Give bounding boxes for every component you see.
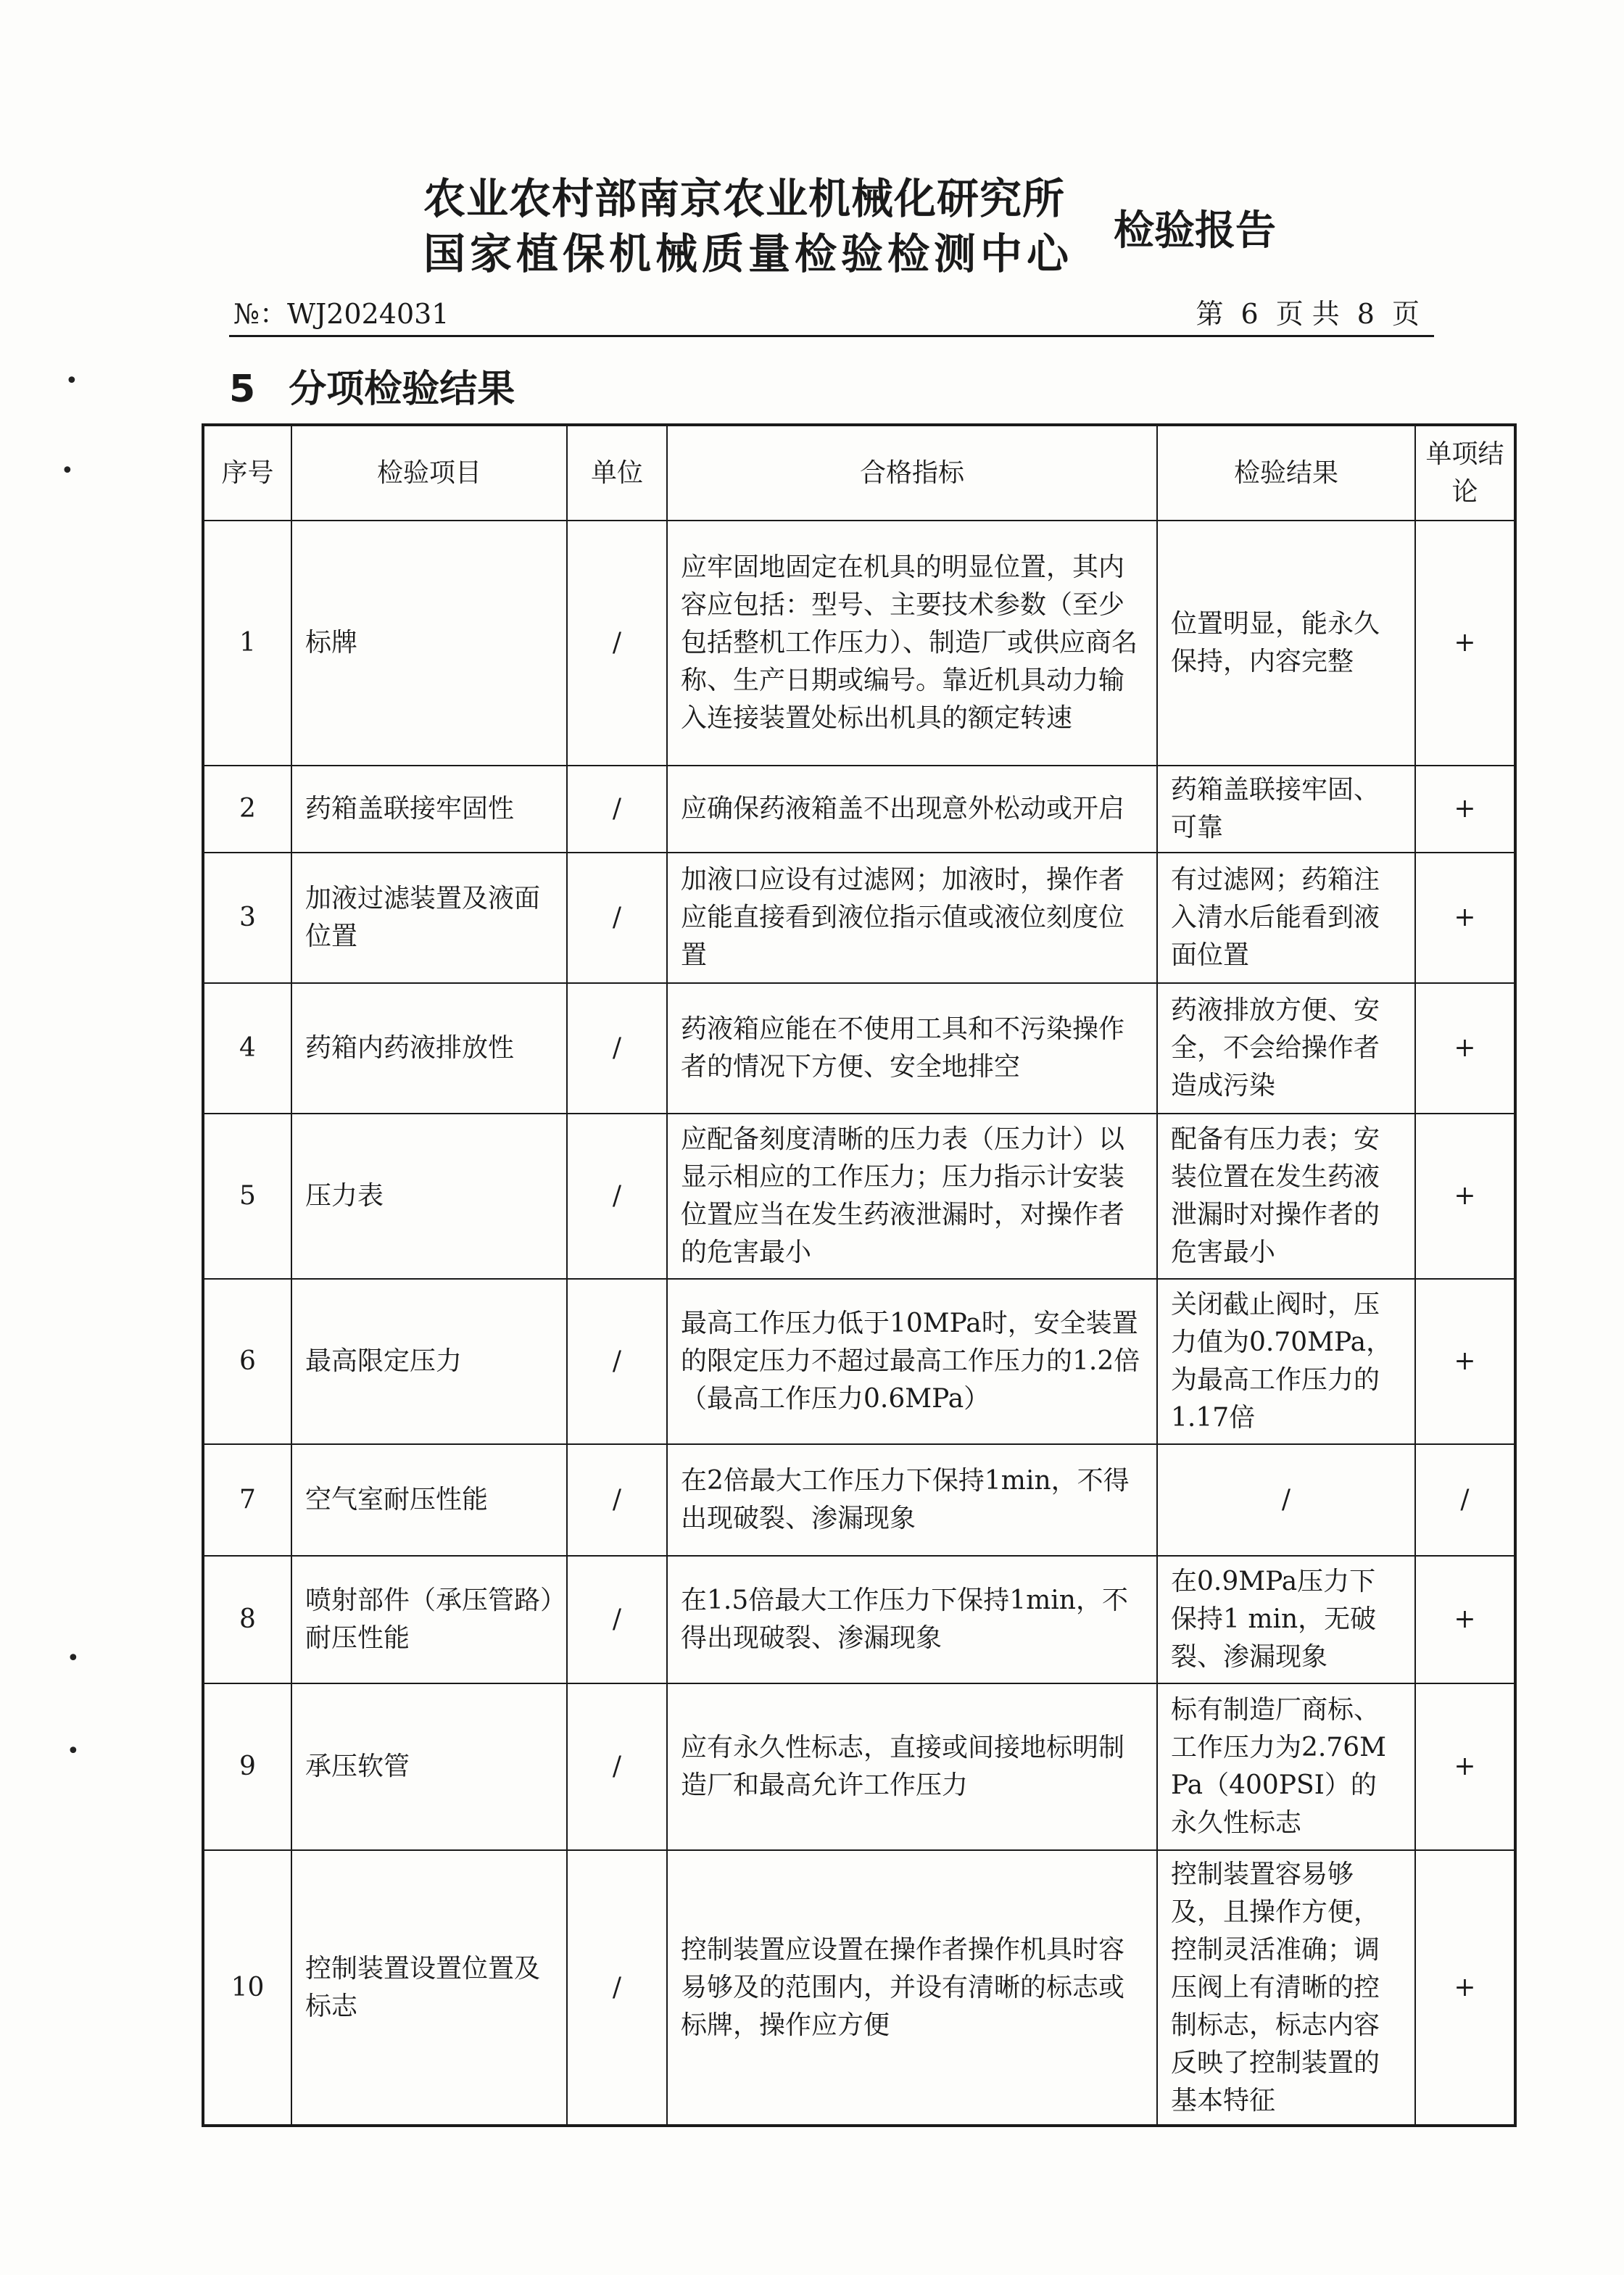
row-unit: / (567, 983, 667, 1114)
row-no: 5 (203, 1114, 291, 1279)
binding-hole-mark: • (65, 368, 78, 394)
row-criteria: 应有永久性标志，直接或间接地标明制造厂和最高允许工作压力 (667, 1683, 1157, 1850)
table-row (203, 766, 1515, 853)
row-item: 加液过滤装置及液面位置 (291, 853, 567, 983)
report-title: 检验报告 (1114, 207, 1276, 254)
org-name-line-1: 农业农村部南京农业机械化研究所 (423, 174, 1066, 223)
binding-hole-mark: • (67, 1646, 80, 1671)
row-unit: / (567, 521, 667, 766)
row-criteria: 药液箱应能在不使用工具和不污染操作者的情况下方便、安全地排空 (667, 983, 1157, 1114)
section-title: 分项检验结果 (289, 368, 515, 411)
page-indicator (1196, 293, 1420, 335)
table-row (203, 1683, 1515, 1850)
page-prefix: 第 (1196, 298, 1224, 330)
row-no: 6 (203, 1279, 291, 1444)
header-criteria: 合格指标 (667, 425, 1157, 521)
table-row (203, 1279, 1515, 1444)
table-row (203, 1850, 1515, 2126)
row-no: 3 (203, 853, 291, 983)
row-unit: / (567, 1114, 667, 1279)
row-no: 1 (203, 521, 291, 766)
row-criteria: 加液口应设有过滤网；加液时，操作者应能直接看到液位指示值或液位刻度位置 (667, 853, 1157, 983)
row-result: 药液排放方便、安全，不会给操作者造成污染 (1157, 983, 1415, 1114)
row-item: 压力表 (291, 1114, 567, 1279)
row-no: 4 (203, 983, 291, 1114)
row-result: 标有制造厂商标、工作压力为2.76MPa（400PSI）的永久性标志 (1157, 1683, 1415, 1850)
row-criteria: 最高工作压力低于10MPa时，安全装置的限定压力不超过最高工作压力的1.2倍（最高工作压力0.6MPa） (667, 1279, 1157, 1444)
row-no: 2 (203, 766, 291, 853)
row-item: 喷射部件（承压管路）耐压性能 (291, 1556, 567, 1683)
row-no: 8 (203, 1556, 291, 1683)
page-current: 6 (1240, 298, 1259, 330)
row-criteria: 应牢固地固定在机具的明显位置，其内容应包括：型号、主要技术参数（至少包括整机工作压力）、制造厂或供应商名称、生产日期或编号。靠近机具动力输入连接装置处标出机具的额定转速 (667, 521, 1157, 766)
table-row (203, 1556, 1515, 1683)
org-name-line-2: 国家植保机械质量检验检测中心 (423, 229, 1074, 278)
row-result: 配备有压力表；安装位置在发生药液泄漏时对操作者的危害最小 (1157, 1114, 1415, 1279)
binding-hole-mark: • (67, 1739, 80, 1764)
row-result: / (1157, 1444, 1415, 1556)
row-unit: / (567, 1279, 667, 1444)
row-result: 在0.9MPa压力下保持1 min，无破裂、渗漏现象 (1157, 1556, 1415, 1683)
row-no: 9 (203, 1683, 291, 1850)
row-unit: / (567, 1556, 667, 1683)
table-row (203, 521, 1515, 766)
row-item: 药箱盖联接牢固性 (291, 766, 567, 853)
row-item: 空气室耐压性能 (291, 1444, 567, 1556)
row-criteria: 控制装置应设置在操作者操作机具时容易够及的范围内，并设有清晰的标志或标牌，操作应方便 (667, 1850, 1157, 2126)
header-verdict: 单项结论 (1415, 425, 1515, 521)
row-verdict: + (1415, 983, 1515, 1114)
row-item: 标牌 (291, 521, 567, 766)
table-row (203, 1444, 1515, 1556)
row-verdict: + (1415, 1114, 1515, 1279)
row-verdict: + (1415, 521, 1515, 766)
row-criteria: 应配备刻度清晰的压力表（压力计）以显示相应的工作压力；压力指示计安装位置应当在发生药液泄漏时，对操作者的危害最小 (667, 1114, 1157, 1279)
row-criteria: 在2倍最大工作压力下保持1min，不得出现破裂、渗漏现象 (667, 1444, 1157, 1556)
row-no: 7 (203, 1444, 291, 1556)
row-unit: / (567, 853, 667, 983)
binding-hole-mark: • (61, 458, 74, 484)
section-heading (229, 358, 515, 413)
row-item: 承压软管 (291, 1683, 567, 1850)
row-item: 最高限定压力 (291, 1279, 567, 1444)
header-result: 检验结果 (1157, 425, 1415, 521)
row-criteria: 应确保药液箱盖不出现意外松动或开启 (667, 766, 1157, 853)
header-no: 序号 (203, 425, 291, 521)
row-verdict: / (1415, 1444, 1515, 1556)
table-row (203, 1114, 1515, 1279)
row-result: 药箱盖联接牢固、可靠 (1157, 766, 1415, 853)
report-meta-line (229, 293, 1434, 337)
row-no: 10 (203, 1850, 291, 2126)
section-number: 5 (229, 368, 256, 411)
page-total: 8 (1356, 298, 1375, 330)
row-unit: / (567, 1683, 667, 1850)
table-row (203, 983, 1515, 1114)
header-item: 检验项目 (291, 425, 567, 521)
table-row (203, 853, 1515, 983)
row-verdict: + (1415, 1279, 1515, 1444)
header-unit: 单位 (567, 425, 667, 521)
row-unit: / (567, 1444, 667, 1556)
row-unit: / (567, 1850, 667, 2126)
row-result: 有过滤网；药箱注入清水后能看到液面位置 (1157, 853, 1415, 983)
row-criteria: 在1.5倍最大工作压力下保持1min，不得出现破裂、渗漏现象 (667, 1556, 1157, 1683)
row-result: 控制装置容易够及，且操作方便，控制灵活准确；调压阀上有清晰的控制标志，标志内容反映了控制装置的基本特征 (1157, 1850, 1415, 2126)
row-verdict: + (1415, 1683, 1515, 1850)
row-result: 位置明显，能永久保持，内容完整 (1157, 521, 1415, 766)
organization-names (423, 171, 1105, 281)
row-item: 药箱内药液排放性 (291, 983, 567, 1114)
report-number: №：WJ2024031 (233, 298, 450, 330)
row-verdict: + (1415, 853, 1515, 983)
page-suffix: 页 (1391, 298, 1420, 330)
table-header-row (203, 425, 1515, 521)
row-item: 控制装置设置位置及标志 (291, 1850, 567, 2126)
row-verdict: + (1415, 1850, 1515, 2126)
row-verdict: + (1415, 766, 1515, 853)
row-unit: / (567, 766, 667, 853)
page-mid: 页 共 (1275, 298, 1340, 330)
row-result: 关闭截止阀时，压力值为0.70MPa，为最高工作压力的1.17倍 (1157, 1279, 1415, 1444)
row-verdict: + (1415, 1556, 1515, 1683)
inspection-results-table (202, 423, 1517, 2127)
